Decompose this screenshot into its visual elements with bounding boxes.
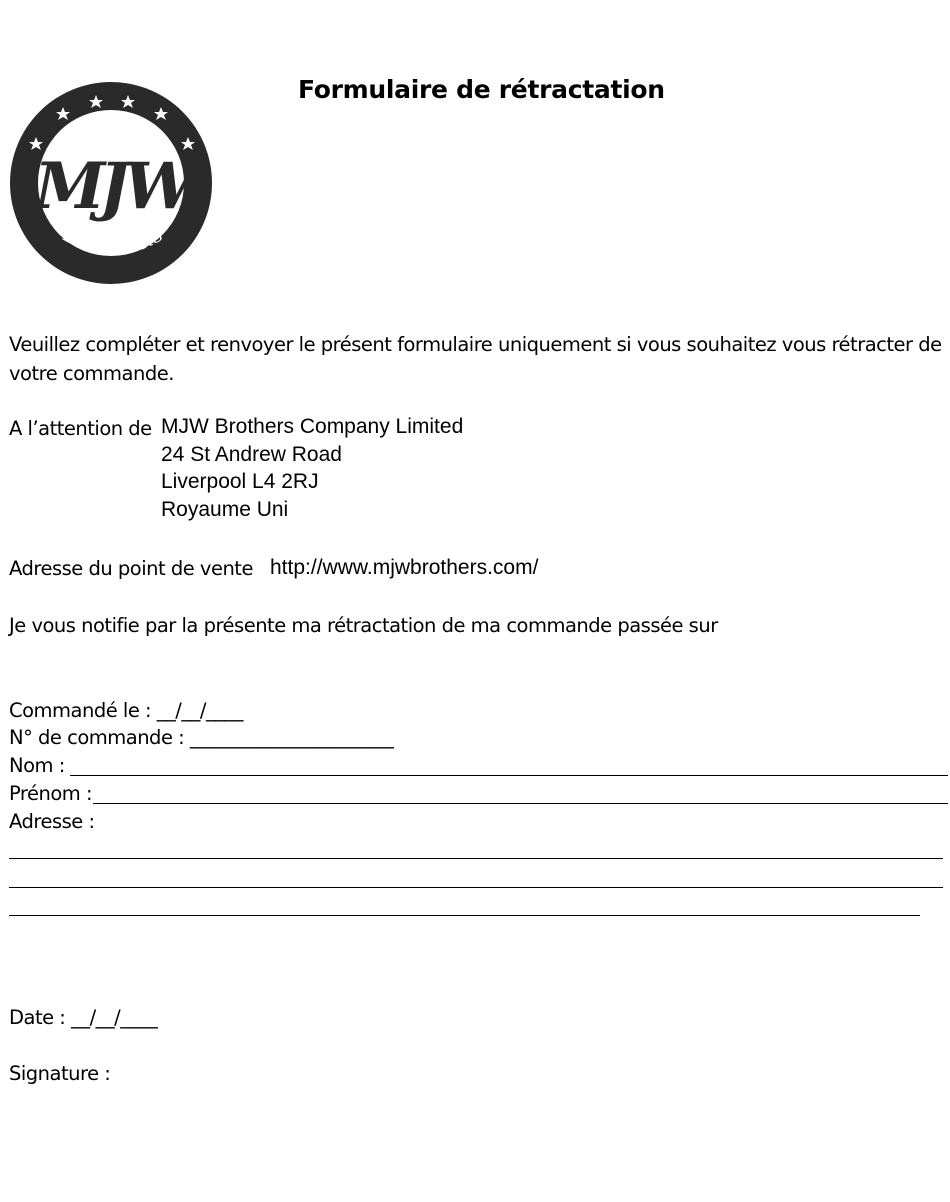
intro-line-1: Veuillez compléter et renvoyer le présent formulaire uniquement si vous souhaitez vous rétracter de [9, 333, 942, 356]
address-line-city: Liverpool L4 2RJ [161, 470, 319, 493]
prenom-line [93, 803, 948, 804]
point-de-vente-label: Adresse du point de vente [9, 557, 253, 580]
date-field: Date : __/__/____ [9, 1006, 158, 1029]
point-de-vente-url[interactable]: http://www.mjwbrothers.com/ [270, 556, 539, 579]
prenom-label: Prénom : [9, 782, 93, 805]
attention-label: A l’attention de [9, 417, 152, 440]
notification-text: Je vous notifie par la présente ma rétractation de ma commande passée sur [9, 614, 718, 637]
nom-line [70, 775, 948, 776]
mjw-brothers-logo [8, 80, 214, 286]
logo-ring-text: BROTHERS [58, 225, 168, 261]
signature-label: Signature : [9, 1062, 111, 1085]
company-address [161, 413, 463, 523]
intro-line-2: votre commande. [9, 362, 174, 385]
address-line-country: Royaume Uni [161, 497, 289, 521]
commande-le-field: Commandé le : __/__/____ [9, 699, 243, 722]
logo-monogram: MJW [34, 149, 190, 224]
adresse-label: Adresse : [9, 810, 95, 833]
numero-commande-field: N° de commande : ______________________ [9, 726, 394, 749]
address-line-company: MJW Brothers Company Limited [161, 415, 464, 438]
nom-label: Nom : [9, 754, 65, 777]
page-title: Formulaire de rétractation [298, 75, 665, 104]
adresse-line-3 [9, 915, 920, 916]
address-line-street: 24 St Andrew Road [161, 442, 342, 466]
adresse-line-2 [9, 887, 943, 888]
adresse-line-1 [9, 858, 943, 859]
